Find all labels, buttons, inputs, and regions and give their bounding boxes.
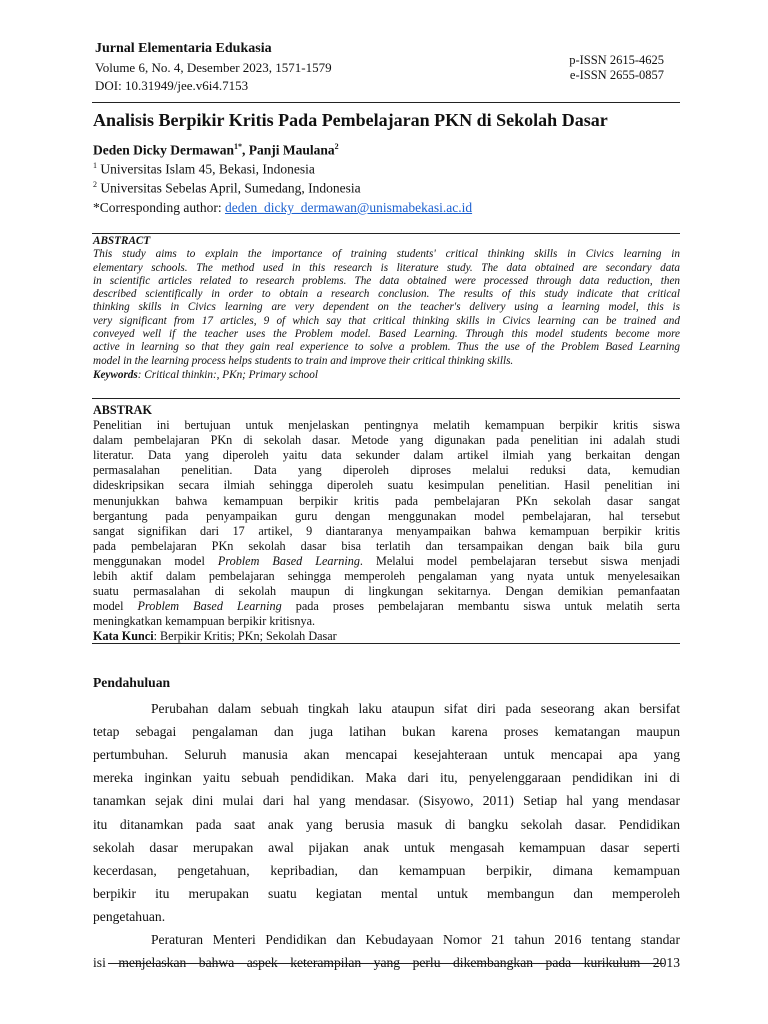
text-line: bergantung pada penyampaikan guru dengan menggunakan model pembelajaran, hal tersebut [93, 508, 680, 523]
keywords [93, 369, 680, 382]
footer-rule [108, 963, 664, 964]
abstrak-line [93, 599, 680, 614]
author-2: Panji Maulana [248, 142, 335, 158]
text-line: described scientifically in order to obtain a research conclusion. The results of this study indicate that critical [93, 288, 680, 301]
text-line: pengetahuan. [93, 908, 166, 924]
affiliation-text: Universitas Islam 45, Bekasi, Indonesia [100, 161, 315, 177]
section-heading: Pendahuluan [93, 675, 171, 690]
text-line: in scientific articles related to research problems. The data obtained were processed through data reduction, then [93, 274, 680, 287]
text-line: thinking skills in Civics learning are very dependent on the teacher's delivery using a learning model, this is [93, 301, 680, 314]
abstrak-heading: ABSTRAK [93, 403, 152, 417]
text: menggunakan model [93, 553, 218, 568]
text-line: sekolah dasar merupakan awal pijakan anak untuk mengasah kemampuan dasar seperti [93, 839, 680, 855]
abstract-bottom-rule [92, 398, 680, 399]
text-line: mereka inginkan yaitu sebuah pendidikan. Maka dari itu, penyelenggaraan pendidikan ini di [93, 770, 680, 786]
affiliation-num: 1 [93, 161, 97, 170]
e-issn: e-ISSN 2655-0857 [569, 68, 664, 82]
abstrak-bottom-rule [92, 643, 680, 644]
text-line: active in learning so that they gain real experience to solve a problem. Thus the use of the Problem Based Learning [93, 341, 680, 354]
email-link[interactable]: deden_dicky_dermawan@unismabekasi.ac.id [224, 200, 473, 215]
text-line: pada pembelajaran PKn sekolah dasar bisa terlatih dan tersampaikan dengan baik bila guru [93, 538, 680, 553]
text-line: pertumbuhan. Seluruh manusia akan mencapai kesejahteraan untuk mencapai apa yang [93, 747, 680, 763]
keywords-text: : Critical thinkin:, PKn; Primary school [137, 368, 318, 381]
author-2-sup: 2 [334, 142, 339, 151]
text-line: itu ditanamkan pada saat anak yang berusia masuk di bangku sekolah dasar. Pendidikan [93, 816, 680, 832]
abstrak-section [93, 403, 680, 645]
affiliation-2 [93, 180, 361, 197]
header-divider [92, 102, 680, 103]
emphasis: Problem Based Learning [137, 599, 282, 614]
kata-kunci-text: : Berpikir Kritis; PKn; Sekolah Dasar [153, 629, 337, 644]
text-line: isi menjelaskan bahwa aspek keterampilan yang perlu dikembangkan pada kurikulum 2013 [93, 955, 680, 971]
affiliation-num: 2 [93, 180, 97, 189]
corresponding-author [93, 200, 472, 216]
paper-title: Analisis Berpikir Kritis Pada Pembelajaran PKN di Sekolah Dasar [93, 110, 608, 130]
text-line: tetap sebagai pengalaman dan juga latihan bukan karena proses kematangan maupun [93, 724, 680, 740]
abstrak-line: meningkatkan kemampuan berpikir kritisnya. [93, 614, 316, 629]
abstract-section [93, 235, 680, 382]
emphasis: Problem Based Learning [217, 553, 360, 568]
text: model [93, 599, 138, 614]
text-line: tanamkan sejak dini mulai dari hal yang mendasar. (Sisyowo, 2011) Setiap hal yang mendasar [93, 793, 680, 809]
author-1-sup: 1* [234, 142, 242, 151]
affiliation-text: Universitas Sebelas April, Sumedang, Indonesia [100, 180, 361, 196]
text-line: menunjukkan bahwa kemampuan berpikir kritis pada pembelajaran PKn sekolah dasar sangat [93, 493, 680, 508]
text-line: literatur. Data yang diperoleh yaitu data sekunder dalam artikel ilmiah yang berkaitan dengan [93, 448, 680, 463]
text-line: elementary schools. The method used in this research is literature study. The data obtained are secondary data [93, 261, 680, 274]
journal-volume: Volume 6, No. 4, Desember 2023, 1571-1579 [95, 60, 332, 75]
keywords-label: Keywords [93, 368, 138, 381]
text-line: conveyed well if the teacher uses the Problem model. Based Learning. Through this model students become more [93, 328, 680, 341]
corresponding-label: *Corresponding author: [93, 200, 225, 215]
abstrak-body [93, 418, 680, 554]
abstract-body [93, 248, 680, 368]
abstract-heading: ABSTRACT [93, 235, 151, 247]
abstract-top-rule [92, 233, 680, 234]
journal-name: Jurnal Elementaria Edukasia [95, 41, 272, 56]
text-line: permasalahan penelitian. Data yang diperoleh diproses melalui reduksi data, kemudian [93, 463, 680, 478]
text: pada proses pembelajaran membantu siswa untuk melatih serta [281, 599, 680, 614]
text-line: Peraturan Menteri Pendidikan dan Kebudayaan Nomor 21 tahun 2016 tentang standar [151, 932, 680, 948]
doi: DOI: 10.31949/jee.v6i4.7153 [95, 78, 249, 93]
affiliation-1 [93, 161, 315, 178]
p-issn: p-ISSN 2615-4625 [569, 53, 664, 67]
text-line: sangat signifikan dari 17 artikel, 9 diantaranya menyampaikan bahwa kemampuan berpikir kritis [93, 523, 680, 538]
abstrak-body-2 [93, 569, 680, 599]
intro-body [93, 697, 680, 974]
author-sep: , [242, 142, 249, 158]
text: . Melalui model pembelajaran tersebut siswa menjadi [359, 553, 681, 568]
author-1: Deden Dicky Dermawan [93, 142, 234, 158]
text-line: Perubahan dalam sebuah tingkah laku ataupun sifat diri pada seseorang akan bersifat [151, 701, 680, 717]
kata-kunci-label: Kata Kunci [93, 629, 154, 644]
text-line: berpikir itu merupakan suatu kegiatan mental untuk membangun dan memperoleh [93, 885, 680, 901]
text-line: kecerdasan, pengetahuan, kepribadian, dan kemampuan berpikir, dimana kemampuan [93, 862, 680, 878]
text-line: dideskripsikan secara ilmiah sehingga diperoleh suatu kesimpulan penelitian. Hasil penelitian ini [93, 478, 680, 493]
abstrak-line [93, 554, 680, 569]
text-line: lebih aktif dalam pembelajaran sehingga memperoleh pengalaman yang nyata untuk menyelesaikan [93, 569, 680, 584]
text-line: model in the learning process helps students to train and improve their critical thinking skills. [93, 354, 514, 367]
text-line: very significant from 17 articles, 9 of which say that critical thinking skills in Civics learning can be trained and [93, 314, 680, 327]
text-line: suatu permasalahan di sekolah maupun di lingkungan sekitarnya. Dengan demikian pemanfaatan [93, 584, 680, 599]
text-line: Penelitian ini bertujuan untuk menjelaskan pentingnya melatih kemampuan berpikir kritis siswa [93, 418, 680, 433]
issn-block [569, 53, 664, 83]
text-line: This study aims to explain the importance of training students' critical thinking skills in Civics learning in [93, 248, 680, 261]
authors [93, 142, 339, 159]
text-line: dalam pembelajaran PKn di sekolah dasar. Metode yang digunakan pada penelitian ini adalah studi [93, 433, 680, 448]
intro-section [93, 671, 680, 974]
